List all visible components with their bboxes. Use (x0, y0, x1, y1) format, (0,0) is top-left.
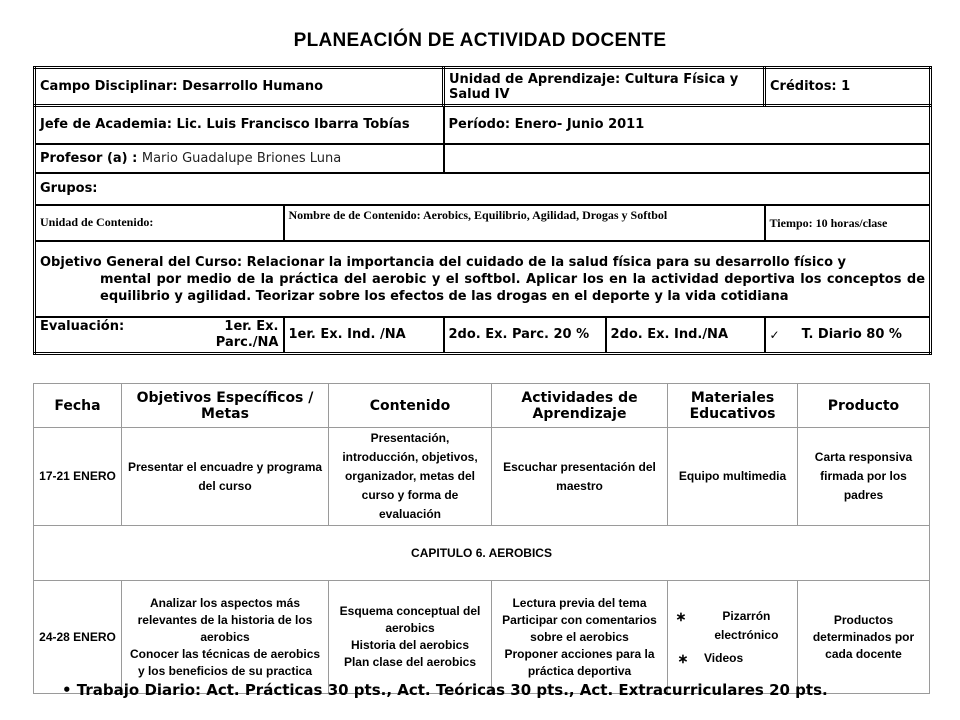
objetivo-item: Analizar los aspectos más relevantes de la historia de los aerobics (137, 595, 313, 644)
footer-note: • Trabajo Diario: Act. Prácticas 30 pts., Act. Teóricas 30 pts., Act. Extracurriculares 20 pts. (62, 681, 828, 699)
table-header-row (34, 384, 930, 428)
page-title: PLANEACIÓN DE ACTIVIDAD DOCENTE (293, 30, 667, 51)
actividades-cell: Escuchar presentación del maestro (492, 428, 668, 526)
producto-cell: Carta responsiva firmada por los padres (798, 428, 930, 526)
column-header: Contenido (329, 384, 492, 428)
grupos: Grupos: (35, 173, 931, 205)
evaluacion-label: Evaluación: (40, 318, 125, 334)
chapter-row (34, 526, 930, 581)
profesor-label: Profesor (a) : (40, 150, 142, 166)
contenido-item: Plan clase del aerobics (343, 655, 477, 669)
actividad-item: Lectura previa del tema (512, 595, 647, 610)
ev-ind2: 2do. Ex. Ind./NA (606, 317, 765, 354)
column-header: Actividades de Aprendizaje (492, 384, 668, 428)
contenido-item: Historia del aerobics (350, 638, 470, 652)
fecha-cell: 17-21 ENERO (34, 428, 122, 526)
actividad-item: Proponer acciones para la práctica deportiva (504, 646, 655, 678)
table-row (34, 581, 930, 694)
jefe-academia: Jefe de Academia: Lic. Luis Francisco Ibarra Tobías (35, 106, 444, 144)
objetivos-cell (122, 581, 329, 694)
evaluacion-first: 1er. Ex. Parc./NA (215, 318, 279, 350)
campo-disciplinar: Campo Disciplinar: Desarrollo Humano (35, 68, 444, 106)
column-header: Materiales Educativos (668, 384, 798, 428)
profesor-empty-cell (444, 144, 931, 173)
unidad-aprendizaje: Unidad de Aprendizaje: Cultura Física y Salud IV (444, 68, 765, 106)
header-table (33, 66, 932, 355)
contenido-item: Esquema conceptual del aerobics (339, 604, 481, 635)
activity-table (33, 383, 930, 694)
ev-diario-text: T. Diario 80 % (801, 326, 902, 342)
objetivo-line-1: Objetivo General del Curso: Relacionar la importancia del cuidado de la salud física para su desarrollo físico y (40, 255, 847, 270)
producto-cell: Productos determinados por cada docente (798, 581, 930, 694)
tiempo: Tiempo: 10 horas/clase (765, 205, 931, 241)
materiales-cell (668, 581, 798, 694)
ev-diario (765, 317, 931, 354)
asterisk-bullet-icon: ∗ (677, 650, 689, 666)
creditos: Créditos: 1 (765, 68, 931, 106)
objetivo-item: Conocer las técnicas de aerobics y los beneficios de su practica (129, 646, 321, 678)
periodo: Período: Enero- Junio 2011 (444, 106, 931, 144)
profesor (35, 144, 444, 173)
material-item (672, 607, 793, 645)
material-item (672, 649, 793, 668)
ev-ind1: 1er. Ex. Ind. /NA (284, 317, 444, 354)
materiales-cell: Equipo multimedia (668, 428, 798, 526)
asterisk-bullet-icon: ∗ (675, 608, 687, 624)
chapter-title: CAPITULO 6. AEROBICS (34, 526, 930, 581)
unidad-contenido: Unidad de Contenido: (35, 205, 284, 241)
table-row (34, 428, 930, 526)
actividad-item: Participar con comentarios sobre el aerobics (502, 612, 657, 644)
material-label: Videos (704, 650, 744, 665)
actividades-cell (492, 581, 668, 694)
objetivos-cell: Presentar el encuadre y programa del curso (122, 428, 329, 526)
material-label: Pizarrón electrónico (714, 608, 779, 642)
ev-parc2: 2do. Ex. Parc. 20 % (444, 317, 606, 354)
objetivo-general (35, 241, 931, 317)
profesor-name: Mario Guadalupe Briones Luna (141, 150, 342, 166)
objetivo-rest: mental por medio de la práctica del aerobic y el softbol. Aplicar los en la actividad deportiva los conceptos de equilibrio y agilidad. Teorizar sobre los efectos de las drogas en el deporte y la vida cotidiana (100, 272, 926, 304)
column-header: Producto (798, 384, 930, 428)
check-icon: ✓ (769, 327, 780, 342)
nombre-contenido: Nombre de de Contenido: Aerobics, Equilibrio, Agilidad, Drogas y Softbol (284, 205, 765, 241)
contenido-cell: Presentación, introducción, objetivos, organizador, metas del curso y forma de evaluación (329, 428, 492, 526)
evaluacion (35, 317, 284, 354)
contenido-cell (329, 581, 492, 694)
fecha-cell: 24-28 ENERO (34, 581, 122, 694)
column-header: Objetivos Específicos / Metas (122, 384, 329, 428)
column-header: Fecha (34, 384, 122, 428)
